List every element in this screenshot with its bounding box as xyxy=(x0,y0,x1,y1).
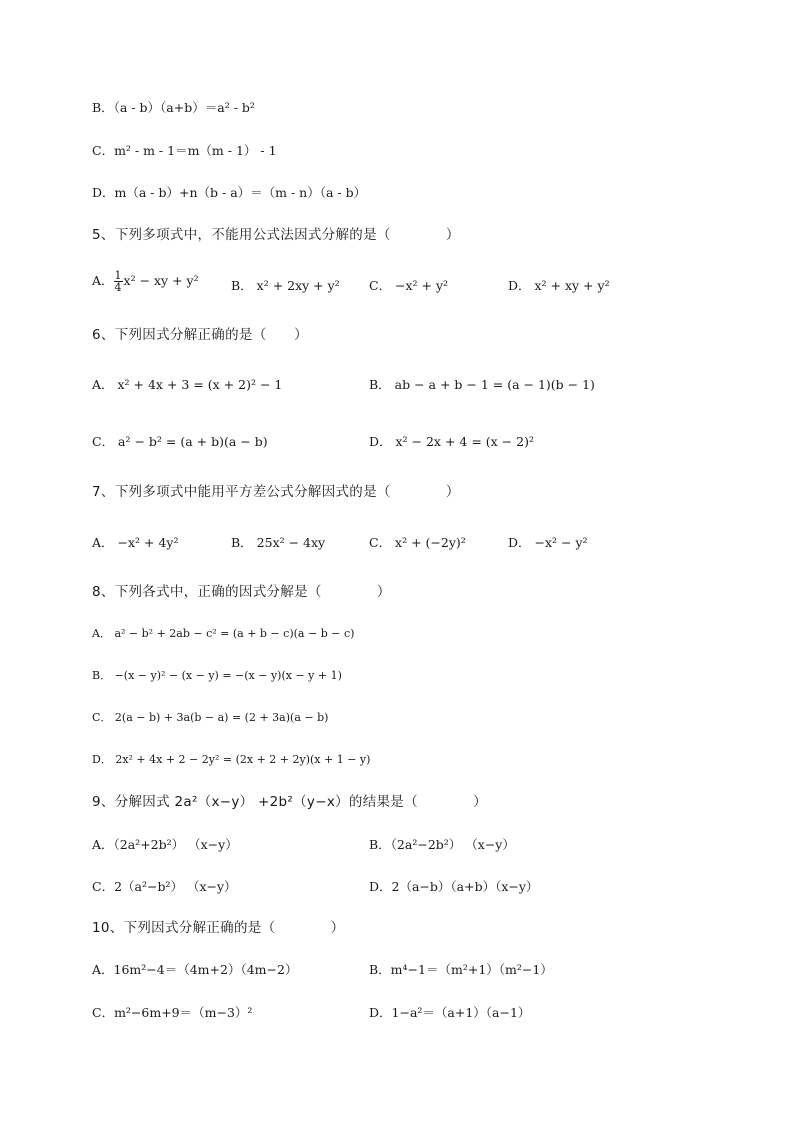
question-7-option-d: D． −x² − y² xyxy=(508,535,588,550)
question-10-option-c: C．m²−6m+9＝（m−3）² xyxy=(92,1005,253,1020)
question-7-option-a: A． −x² + 4y² xyxy=(92,535,179,550)
question-10-option-d: D．1−a²＝（a+1）（a−1） xyxy=(369,1005,531,1020)
question-7-stem: 7、下列多项式中能用平方差公式分解因式的是（ ） xyxy=(92,484,460,500)
prev-option-b: B．（a - b）（a+b）＝a² - b² xyxy=(92,100,255,115)
question-10-stem: 10、下列因式分解正确的是（ ） xyxy=(92,920,345,936)
question-9-option-c: C．2（a²−b²） （x−y） xyxy=(92,879,237,894)
question-5-stem: 5、下列多项式中，不能用公式法因式分解的是（ ） xyxy=(92,227,460,243)
question-10-option-a: A．16m²−4＝（4m+2）（4m−2） xyxy=(92,962,298,977)
question-9-stem: 9、分解因式 2a²（x−y） +2b²（y−x）的结果是（ ） xyxy=(92,794,487,810)
question-9-option-d: D．2（a−b）（a+b）（x−y） xyxy=(369,879,539,894)
question-6-option-d: D． x² − 2x + 4 = (x − 2)² xyxy=(369,434,534,449)
question-7-option-c: C． x² + (−2y)² xyxy=(369,535,466,550)
question-6-stem: 6、下列因式分解正确的是（ ） xyxy=(92,327,308,343)
prev-option-c: C．m² - m - 1＝m（m - 1） - 1 xyxy=(92,143,277,158)
prev-option-d: D．m（a - b）+n（b - a）＝（m - n）（a - b） xyxy=(92,185,367,200)
question-8-option-d: D． 2x² + 4x + 2 − 2y² = (2x + 2 + 2y)(x + 1 − y) xyxy=(92,753,371,766)
question-6-option-c: C． a² − b² = (a + b)(a − b) xyxy=(92,434,268,449)
question-6-option-a: A． x² + 4x + 3 = (x + 2)² − 1 xyxy=(92,377,283,392)
question-9-option-b: B．（2a²−2b²） （x−y） xyxy=(369,837,515,852)
question-5-option-d: D． x² + xy + y² xyxy=(508,278,610,293)
question-8-stem: 8、下列各式中，正确的因式分解是（ ） xyxy=(92,584,391,600)
question-8-option-b: B． −(x − y)² − (x − y) = −(x − y)(x − y + 1) xyxy=(92,669,342,682)
option-a-expression: x² − xy + y² xyxy=(123,273,199,288)
question-9-option-a: A．（2a²+2b²） （x−y） xyxy=(92,837,238,852)
question-8-option-a: A． a² − b² + 2ab − c² = (a + b − c)(a − b − c) xyxy=(92,627,355,640)
question-5-option-c: C． −x² + y² xyxy=(369,278,449,293)
question-5-option-a xyxy=(92,270,199,293)
option-a-label: A． xyxy=(92,273,114,288)
fraction-one-quarter: $\frac{1}{4}$ xyxy=(114,269,122,294)
question-8-option-c: C． 2(a − b) + 3a(b − a) = (2 + 3a)(a − b) xyxy=(92,711,329,724)
question-10-option-b: B．m⁴−1＝（m²+1）（m²−1） xyxy=(369,962,553,977)
question-5-option-b: B． x² + 2xy + y² xyxy=(231,278,340,293)
question-6-option-b: B． ab − a + b − 1 = (a − 1)(b − 1) xyxy=(369,377,595,392)
question-7-option-b: B． 25x² − 4xy xyxy=(231,535,326,550)
